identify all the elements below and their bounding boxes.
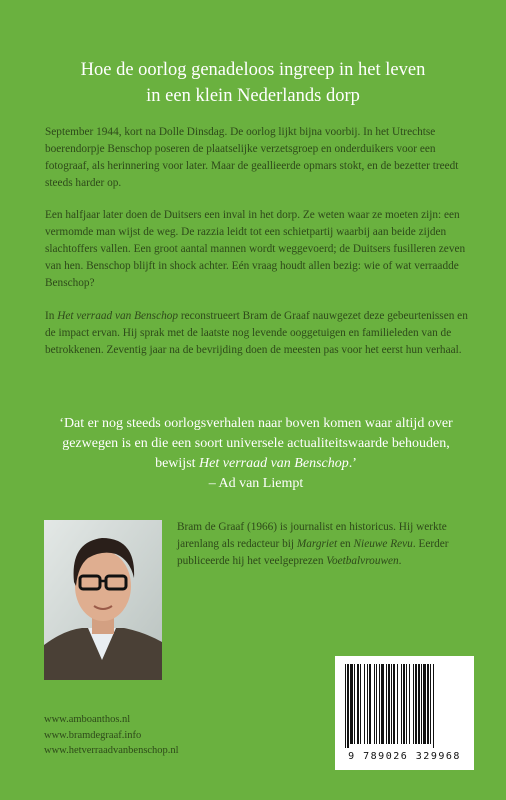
paragraph-3-rest: reconstrueert Bram de Graaf nauwgezet deze gebeurtenissen en de impact ervan. Hij sprak met de laatste nog levende ooggetuigen en familieleden van de betrokkenen. Zeventig jaar na de bevrijding doen de meesten pas voor het eerst hun verhaal.	[45, 310, 468, 356]
bio-part-1: Bram de Graaf (1966) is journalist en historicus. Hij werkte jarenlang als redacteur bij	[177, 521, 447, 550]
bio-magazine-1: Margriet	[296, 538, 338, 550]
barcode-bar	[347, 664, 349, 748]
website-link[interactable]: www.amboanthos.nl	[44, 714, 131, 725]
quote-author: – Ad van Liempt	[208, 476, 304, 491]
bio-magazine-2: Nieuwe Revu	[353, 538, 413, 550]
barcode-bar	[364, 664, 365, 744]
book-title: Het verraad van Benschop	[57, 310, 179, 322]
barcode-bar	[376, 664, 377, 744]
paragraph-1: September 1944, kort na Dolle Dinsdag. De oorlog lijkt bijna voorbij. In het Utrechtse boerendorpje Benschop poseren de plaatselijke verzetsgroep en onderduikers voor een fotograaf, als herinnering voor later. Maar de geallieerde opmars stokt, en de bezetter treedt steeds harder op.	[45, 126, 459, 189]
barcode-bar	[415, 664, 417, 744]
barcode-bar	[433, 664, 434, 748]
headline-line-1: Hoe de oorlog genadeloos ingreep in het leven	[80, 60, 426, 80]
barcode-bar	[393, 664, 395, 744]
barcode-number: 9 789026 329968	[348, 751, 461, 762]
barcode-bar	[367, 664, 368, 744]
barcode-bar	[397, 664, 398, 744]
barcode-bar	[386, 664, 387, 744]
barcode-bar	[379, 664, 380, 744]
barcode-bar	[391, 664, 392, 744]
bio-part-4: .	[398, 555, 402, 567]
barcode-bar	[350, 664, 353, 744]
isbn-barcode	[335, 656, 474, 770]
barcode-bar	[357, 664, 359, 744]
author-photo	[44, 520, 162, 680]
bio-part-2: en	[337, 538, 354, 550]
barcode-bar	[369, 664, 371, 744]
bio-book-title: Voetbalvrouwen	[326, 555, 399, 567]
barcode-bar	[345, 664, 346, 748]
barcode-bar	[423, 664, 426, 744]
paragraph-3-prefix: In	[45, 310, 58, 322]
quote-text: ‘Dat er nog steeds oorlogsverhalen naar boven komen waar altijd over gezwegen is en die een soort universele actualiteitswaarde behouden, bewijst	[59, 416, 453, 471]
barcode-bar	[374, 664, 375, 744]
barcode-bar	[427, 664, 429, 744]
quote-book-title: Het verraad van Benschop	[199, 456, 349, 471]
barcode-bars	[335, 656, 474, 751]
barcode-bar	[354, 664, 355, 744]
website-link[interactable]: www.hetverraadvanbenschop.nl	[44, 745, 179, 756]
author-bio	[177, 519, 477, 570]
headline-line-2: in een klein Nederlands dorp	[146, 86, 360, 106]
headline	[40, 57, 466, 109]
bio-part-3: . Eerder publiceerde hij het veelgeprezen	[177, 538, 449, 567]
barcode-bar	[409, 664, 410, 744]
quote-end: .’	[348, 456, 357, 471]
paragraph-2: Een halfjaar later doen de Duitsers een inval in het dorp. Ze weten waar ze moeten zijn: een vermomde man wijst de weg. De razzia leidt tot een schietpartij waarbij aan beide zijden slachtoffers vallen. Een groot aantal mannen wordt weggevoerd; de Duitsers fusilleren zeven van hen. Benschop blijft in shock achter. Eén vraag houdt allen bezig: wie of wat verraadde Benschop?	[45, 209, 466, 289]
barcode-bar	[401, 664, 402, 744]
barcode-bar	[421, 664, 422, 744]
barcode-bar	[381, 664, 384, 744]
barcode-bar	[418, 664, 420, 744]
barcode-bar	[413, 664, 414, 744]
paragraph-3	[45, 308, 470, 359]
review-quote	[56, 414, 456, 494]
barcode-bar	[403, 664, 405, 744]
website-list	[44, 712, 284, 759]
website-link[interactable]: www.bramdegraaf.info	[44, 729, 142, 741]
barcode-bar	[360, 664, 361, 744]
barcode-bar	[430, 664, 431, 744]
barcode-bar	[406, 664, 407, 744]
barcode-bar	[388, 664, 390, 744]
author-portrait-image	[44, 520, 162, 680]
